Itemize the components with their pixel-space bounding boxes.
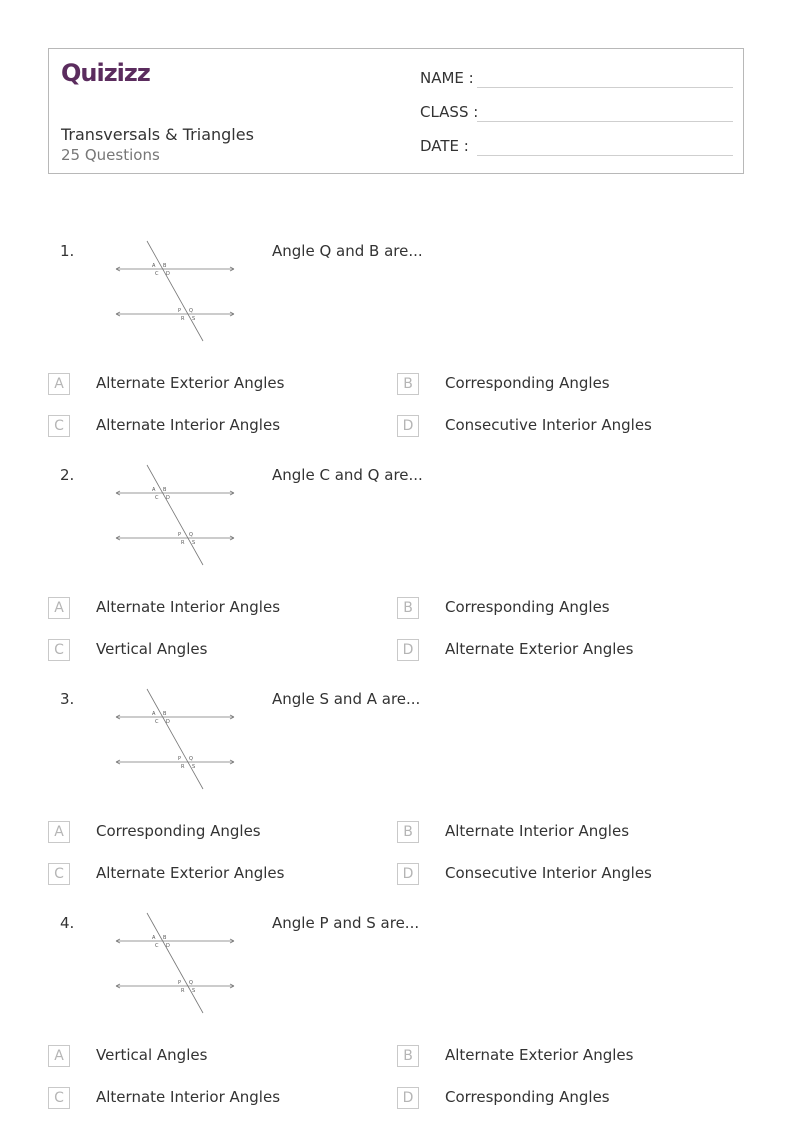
option-letter-box[interactable]: C [48, 1087, 70, 1109]
option-letter-box[interactable]: B [397, 1045, 419, 1067]
option-text: Alternate Exterior Angles [445, 1046, 634, 1064]
quizizz-logo: Quizizz [61, 59, 150, 87]
option-letter-box[interactable]: D [397, 863, 419, 885]
option-letter-box[interactable]: C [48, 863, 70, 885]
option-letter-box[interactable]: D [397, 1087, 419, 1109]
class-blank-line [477, 121, 733, 122]
question-number: 3. [60, 690, 75, 708]
angle-label-s: S [192, 316, 196, 322]
name-blank-line [477, 87, 733, 88]
angle-label-q: Q [189, 308, 193, 314]
option-letter-box[interactable]: D [397, 415, 419, 437]
option-letter-box[interactable]: B [397, 373, 419, 395]
question-number: 2. [60, 466, 75, 484]
angle-label-p: P [178, 532, 182, 538]
date-field [420, 137, 469, 155]
option-text: Corresponding Angles [96, 822, 261, 840]
angle-label-a: A [152, 487, 156, 493]
date-blank-line [477, 155, 733, 156]
option-text: Vertical Angles [96, 1046, 208, 1064]
angle-label-b: B [163, 711, 167, 717]
option-letter-box[interactable]: A [48, 1045, 70, 1067]
option-text: Vertical Angles [96, 640, 208, 658]
class-field [420, 103, 478, 121]
transversal-diagram [110, 239, 240, 351]
angle-label-r: R [181, 988, 185, 994]
transversal-line [147, 465, 203, 565]
option-text: Consecutive Interior Angles [445, 416, 652, 434]
transversal-diagram [110, 911, 240, 1023]
angle-label-b: B [163, 935, 167, 941]
transversal-line [147, 913, 203, 1013]
angle-label-s: S [192, 764, 196, 770]
angle-label-q: Q [189, 980, 193, 986]
angle-label-q: Q [189, 756, 193, 762]
question-number: 1. [60, 242, 75, 260]
angle-label-d: D [166, 943, 170, 949]
option-text: Alternate Exterior Angles [96, 864, 285, 882]
angle-label-a: A [152, 711, 156, 717]
transversal-line [147, 689, 203, 789]
option-text: Corresponding Angles [445, 1088, 610, 1106]
angle-label-a: A [152, 263, 156, 269]
option-letter-box[interactable]: A [48, 821, 70, 843]
angle-label-a: A [152, 935, 156, 941]
angle-label-c: C [155, 271, 159, 277]
angle-label-d: D [166, 495, 170, 501]
option-letter-box[interactable]: B [397, 597, 419, 619]
angle-label-b: B [163, 487, 167, 493]
option-text: Alternate Interior Angles [96, 1088, 281, 1106]
transversal-diagram [110, 463, 240, 575]
name-label: NAME : [420, 69, 474, 87]
transversal-line [147, 241, 203, 341]
angle-label-r: R [181, 764, 185, 770]
question-text: Angle Q and B are... [272, 242, 423, 260]
question-text: Angle S and A are... [272, 690, 421, 708]
angle-label-c: C [155, 495, 159, 501]
transversal-diagram [110, 687, 240, 799]
option-text: Consecutive Interior Angles [445, 864, 652, 882]
name-field [420, 69, 474, 87]
angle-label-r: R [181, 316, 185, 322]
option-letter-box[interactable]: A [48, 597, 70, 619]
option-letter-box[interactable]: C [48, 415, 70, 437]
option-text: Alternate Interior Angles [96, 598, 281, 616]
option-text: Corresponding Angles [445, 598, 610, 616]
option-letter-box[interactable]: B [397, 821, 419, 843]
option-text: Alternate Exterior Angles [445, 640, 634, 658]
angle-label-s: S [192, 540, 196, 546]
angle-label-b: B [163, 263, 167, 269]
option-text: Alternate Interior Angles [96, 416, 281, 434]
class-label: CLASS : [420, 103, 479, 121]
option-text: Alternate Exterior Angles [96, 374, 285, 392]
angle-label-p: P [178, 980, 182, 986]
angle-label-s: S [192, 988, 196, 994]
worksheet-title: Transversals & Triangles [61, 125, 254, 144]
angle-label-d: D [166, 271, 170, 277]
angle-label-c: C [155, 943, 159, 949]
angle-label-d: D [166, 719, 170, 725]
option-letter-box[interactable]: A [48, 373, 70, 395]
option-text: Alternate Interior Angles [445, 822, 630, 840]
date-label: DATE : [420, 137, 469, 155]
angle-label-c: C [155, 719, 159, 725]
option-text: Corresponding Angles [445, 374, 610, 392]
question-number: 4. [60, 914, 75, 932]
worksheet-header [48, 48, 744, 174]
angle-label-p: P [178, 756, 182, 762]
angle-label-p: P [178, 308, 182, 314]
question-text: Angle P and S are... [272, 914, 420, 932]
angle-label-q: Q [189, 532, 193, 538]
option-letter-box[interactable]: C [48, 639, 70, 661]
question-count: 25 Questions [61, 146, 160, 164]
angle-label-r: R [181, 540, 185, 546]
question-text: Angle C and Q are... [272, 466, 423, 484]
option-letter-box[interactable]: D [397, 639, 419, 661]
